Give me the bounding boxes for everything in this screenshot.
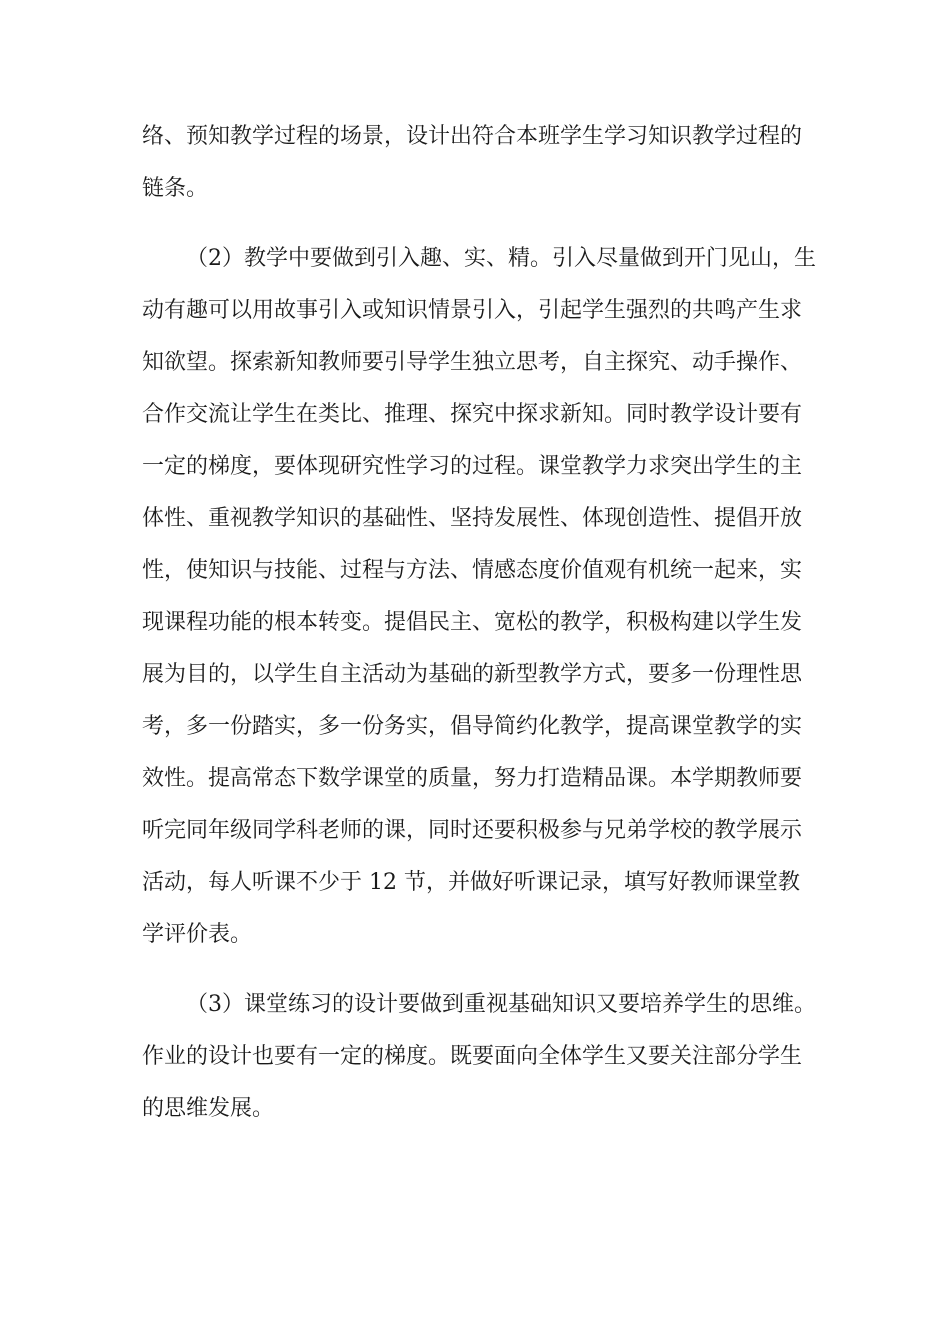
paragraph-line: 体性、重视教学知识的基础性、坚持发展性、体现创造性、提倡开放 (142, 506, 803, 531)
paragraph-line: 一定的梯度，要体现研究性学习的过程。课堂教学力求突出学生的主 (142, 454, 803, 479)
paragraph-line: 效性。提高常态下数学课堂的质量，努力打造精品课。本学期教师要 (142, 766, 803, 791)
paragraph-line: 链条。 (142, 176, 209, 201)
paragraph-line: 学评价表。 (142, 922, 253, 947)
paragraph-line: 考，多一份踏实，多一份务实，倡导简约化教学，提高课堂教学的实 (142, 714, 803, 739)
paragraph-line: 作业的设计也要有一定的梯度。既要面向全体学生又要关注部分学生 (142, 1044, 803, 1069)
paragraph-line: （3）课堂练习的设计要做到重视基础知识又要培养学生的思维。 (186, 992, 816, 1017)
paragraph-line: 展为目的，以学生自主活动为基础的新型教学方式，要多一份理性思 (142, 662, 803, 687)
paragraph-line: 知欲望。探索新知教师要引导学生独立思考，自主探究、动手操作、 (142, 350, 803, 375)
paragraph-line: 的思维发展。 (142, 1096, 275, 1121)
paragraph-line: 动有趣可以用故事引入或知识情景引入，引起学生强烈的共鸣产生求 (142, 298, 803, 323)
paragraph-line: （2）教学中要做到引入趣、实、精。引入尽量做到开门见山，生 (186, 246, 816, 271)
paragraph-line: 听完同年级同学科老师的课，同时还要积极参与兄弟学校的教学展示 (142, 818, 803, 843)
paragraph-line: 合作交流让学生在类比、推理、探究中探求新知。同时教学设计要有 (142, 402, 803, 427)
paragraph-line: 络、预知教学过程的场景，设计出符合本班学生学习知识教学过程的 (142, 124, 803, 149)
paragraph-line: 活动，每人听课不少于 12 节，并做好听课记录，填写好教师课堂教 (142, 870, 800, 895)
paragraph-line: 现课程功能的根本转变。提倡民主、宽松的教学，积极构建以学生发 (142, 610, 803, 635)
paragraph-line: 性，使知识与技能、过程与方法、情感态度价值观有机统一起来，实 (142, 558, 803, 583)
